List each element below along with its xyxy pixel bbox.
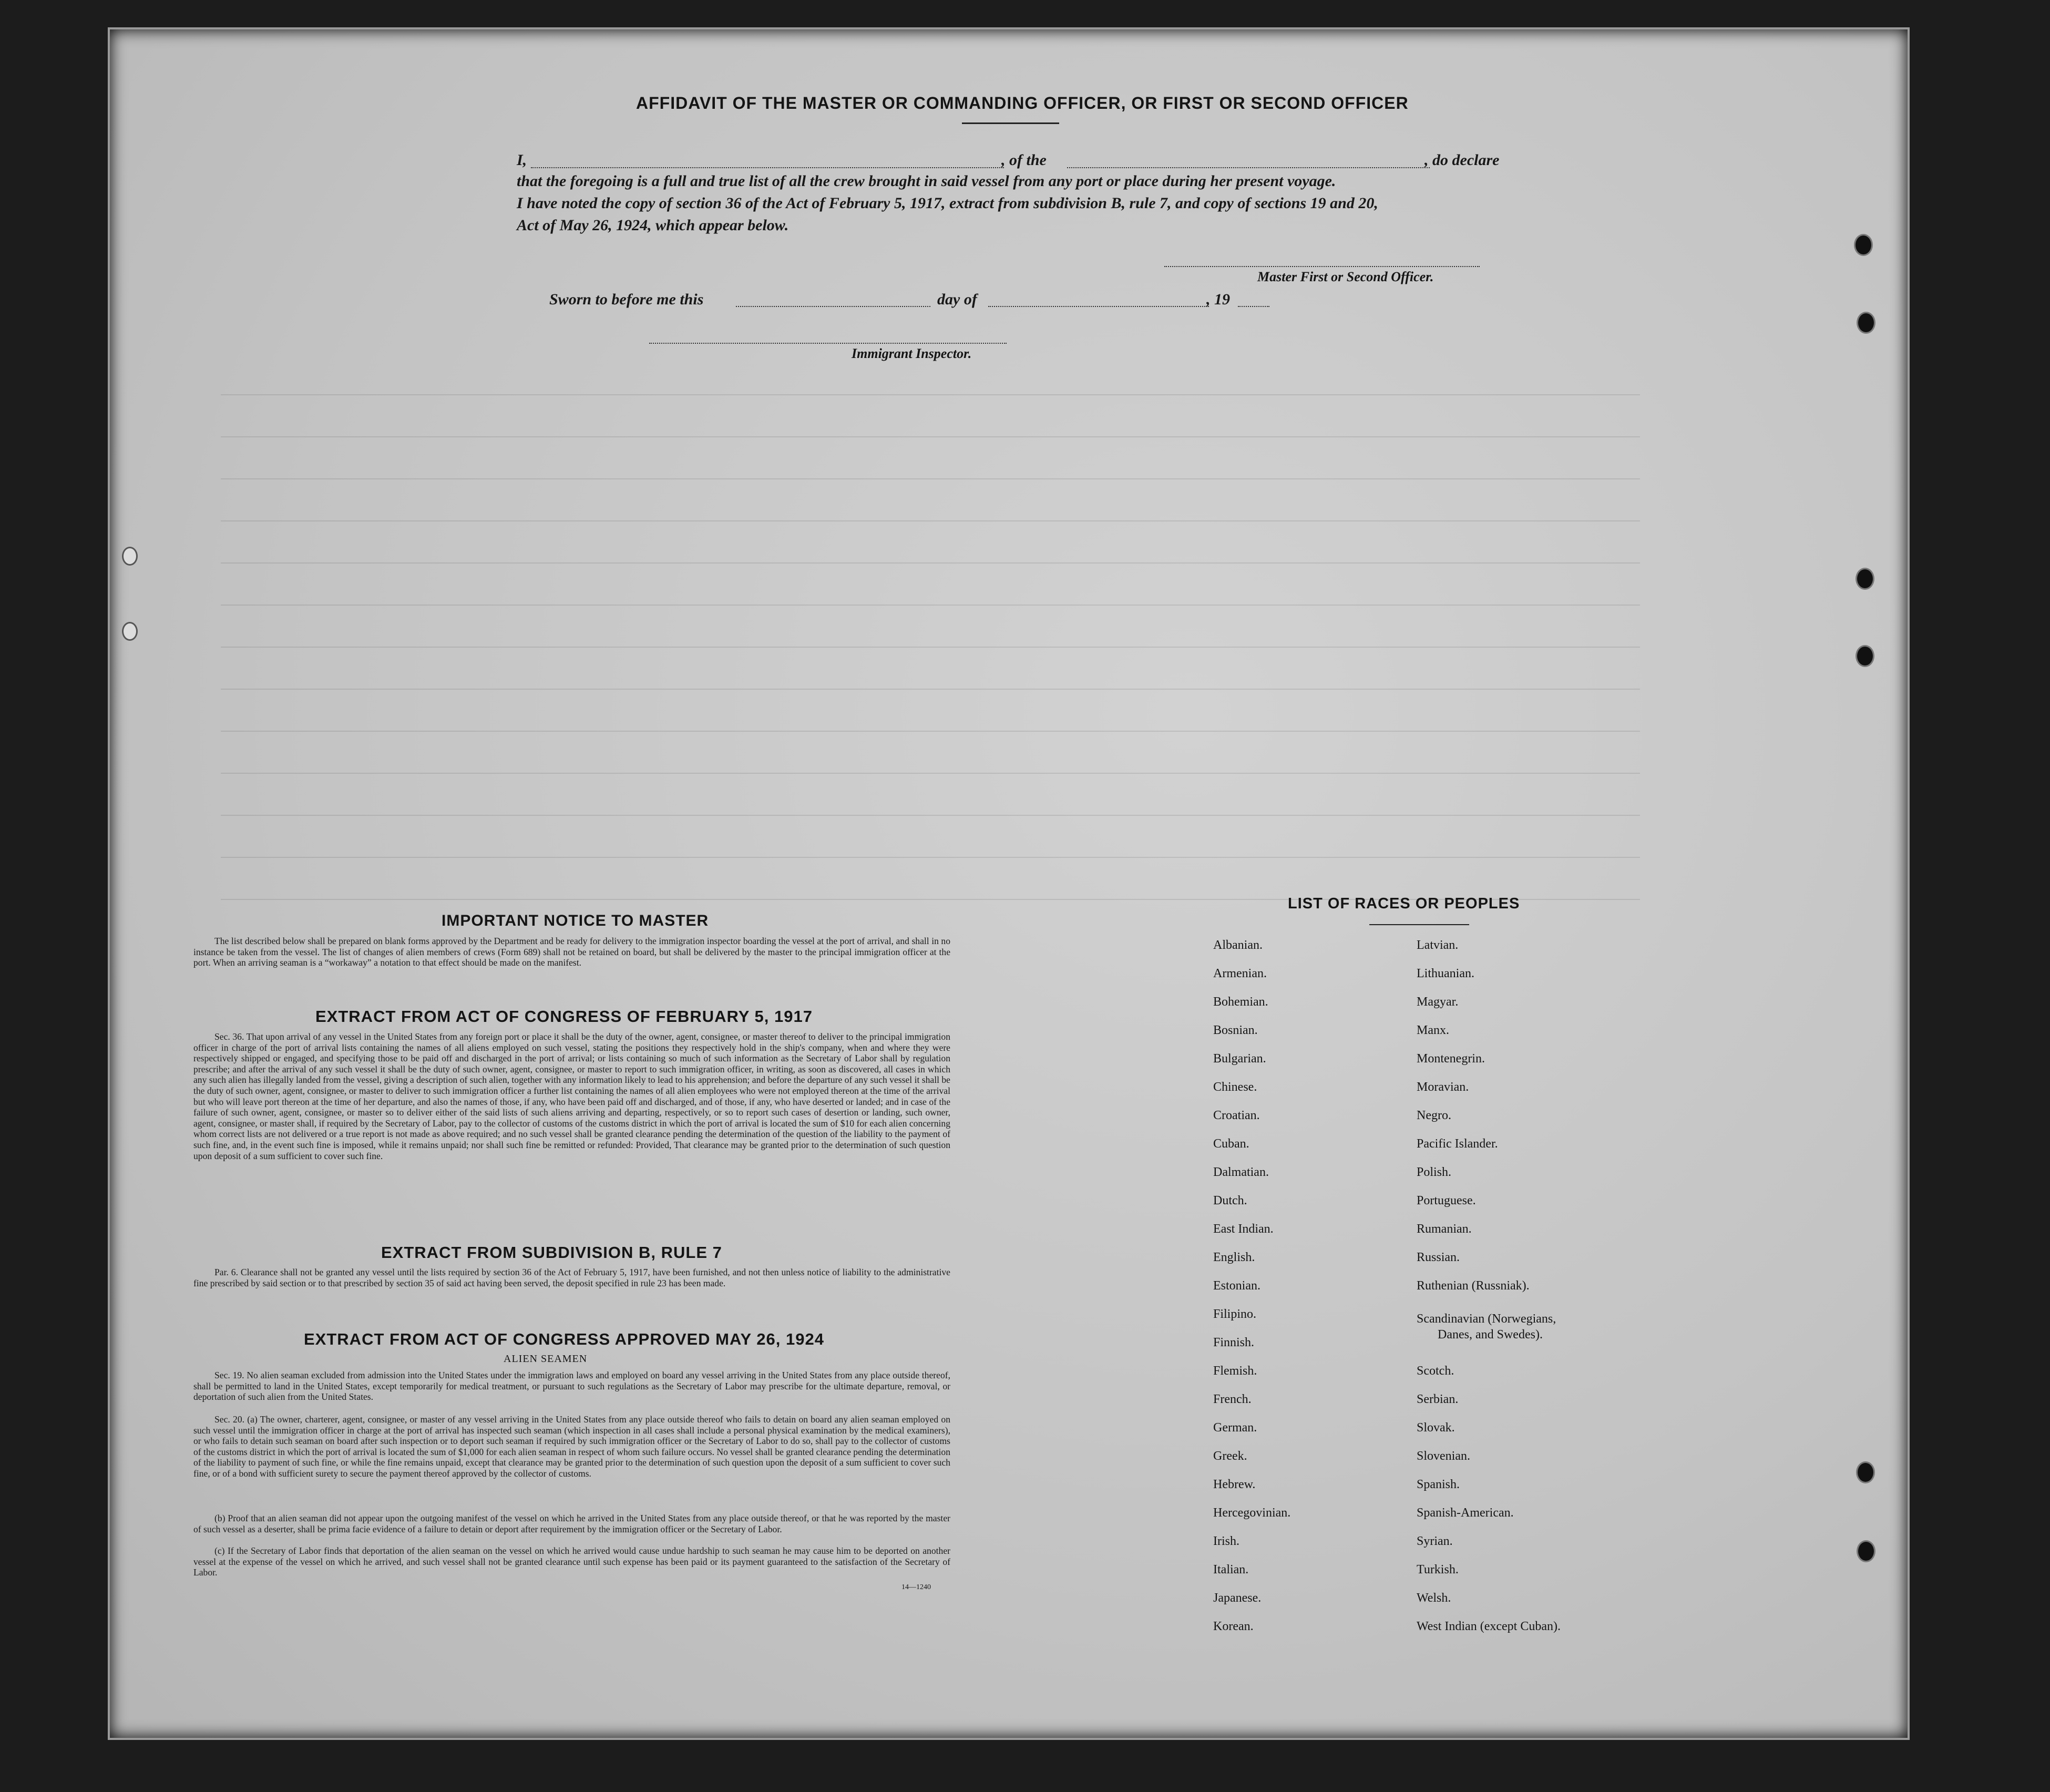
sec20a-body: Sec. 20. (a) The owner, charterer, agent, consignee, or master of any vessel arriving in the United States from any place outside thereof who fails to detain on board any alien seaman employed on such vessel until the immigration officer in charge at the port of arrival has inspected such seaman (which inspection in all cases shall include a personal physical examination by the medical examiners), or who fails to detain such seaman on board after such inspection or to deport such seaman if required by such immigration officer or the Secretary of Labor to do so, shall pay to the collector of customs of the customs district in which the port of arrival is located the sum of $1,000 for each alien seaman in respect of whom such failure occurs. No vessel shall be granted clearance pending the determination of the liability to payment of such fine, or while the fine remains unpaid, except that clearance may be granted prior to the determination of such question upon the deposit of a sum sufficient to cover such fine, or of a bond with sufficient surety to secure the payment thereof approved by the collector of customs.: [193, 1414, 950, 1479]
notice-title: IMPORTANT NOTICE TO MASTER: [442, 912, 709, 929]
vessel-name-field[interactable]: [1067, 167, 1430, 168]
races-title-underline: [1369, 924, 1469, 925]
sworn-label: Sworn to before me this: [549, 291, 704, 308]
sworn-year-field[interactable]: [1238, 306, 1269, 307]
race-item: Latvian.: [1417, 938, 1459, 952]
race-item: Armenian.: [1213, 967, 1267, 980]
bleed-through-row: [221, 494, 1640, 521]
race-item: Spanish-American.: [1417, 1506, 1514, 1520]
race-item: Polish.: [1417, 1165, 1452, 1179]
race-item: West Indian (except Cuban).: [1417, 1620, 1561, 1633]
subdivision-body: Par. 6. Clearance shall not be granted any vessel until the lists required by section 36 of the Act of February 5, 1917, have been furnished, and not then unless notice of liability to the administrative fine prescribed by said section or to that prescribed by section 35 of said act having been served, the deposit specified in rule 23 has been made.: [193, 1267, 950, 1288]
race-item: Portuguese.: [1417, 1194, 1476, 1207]
bleed-through-row: [221, 789, 1640, 816]
inspector-label: Immigrant Inspector.: [852, 346, 972, 361]
race-item: Estonian.: [1213, 1279, 1260, 1293]
race-item: German.: [1213, 1421, 1257, 1435]
extract-1917-title: EXTRACT FROM ACT OF CONGRESS OF FEBRUARY 5, 1917: [315, 1007, 813, 1026]
bleed-through-row: [221, 746, 1640, 774]
race-item: Negro.: [1417, 1109, 1451, 1122]
race-item: Bulgarian.: [1213, 1052, 1266, 1066]
races-title: LIST OF RACES OR PEOPLES: [1288, 895, 1520, 912]
race-item: Filipino.: [1213, 1307, 1257, 1321]
race-item: Dalmatian.: [1213, 1165, 1269, 1179]
inspector-signature-field[interactable]: [649, 343, 1007, 344]
master-signature-field[interactable]: [1164, 266, 1480, 267]
race-item: Bosnian.: [1213, 1023, 1258, 1037]
sworn-month-field[interactable]: [988, 306, 1209, 307]
day-of-label: day of: [937, 291, 977, 308]
sec19-body: Sec. 19. No alien seaman excluded from admission into the United States under the immigration laws and employed on board any vessel arriving in the United States from any place outside thereof, shall be permitted to land in the United States, except temporarily for medical treatment, or pursuant to such regulations as the Secretary of Labor may prescribe for the ultimate departure, removal, or deportation of such alien from the United States.: [193, 1370, 950, 1402]
race-item: Italian.: [1213, 1563, 1249, 1576]
race-item: Slovak.: [1417, 1421, 1455, 1435]
race-item: Hebrew.: [1213, 1478, 1256, 1491]
affidavit-line-2: I have noted the copy of section 36 of the Act of February 5, 1917, extract from subdivision B, rule 7, and copy of sections 19 and 20,: [517, 194, 1378, 212]
race-item: Serbian.: [1417, 1392, 1459, 1406]
bleed-through-row: [221, 452, 1640, 479]
extract-1924-title: EXTRACT FROM ACT OF CONGRESS APPROVED MAY 26, 1924: [304, 1330, 824, 1348]
binder-hole: [1857, 1540, 1875, 1562]
race-item: Welsh.: [1417, 1591, 1451, 1605]
race-item: English.: [1213, 1251, 1255, 1264]
subdivision-title: EXTRACT FROM SUBDIVISION B, RULE 7: [381, 1243, 722, 1262]
race-item: Hercegovinian.: [1213, 1506, 1291, 1520]
bleed-through-row: [221, 368, 1640, 395]
race-item: Flemish.: [1213, 1364, 1257, 1378]
race-item: Cuban.: [1213, 1137, 1249, 1151]
race-item: Ruthenian (Russniak).: [1417, 1279, 1530, 1293]
notice-body: The list described below shall be prepared on blank forms approved by the Department and be ready for delivery to the immigration inspector boarding the vessel at the port of arrival, and shall in no instance be taken from the vessel. The list of changes of alien members of crews (Form 689) shall not be retained on board, but shall be delivered by the master to the principal immigration officer at the port. When an arriving seaman is a “workaway” a notation to that effect should be made on the manifest.: [193, 936, 950, 968]
race-item: Irish.: [1213, 1534, 1239, 1548]
race-item: Finnish.: [1213, 1336, 1255, 1349]
affiant-name-field[interactable]: [531, 167, 1004, 168]
sec20b-body: (b) Proof that an alien seaman did not appear upon the outgoing manifest of the vessel on which he arrived in the United States from any place outside thereof, or that he was reported by the master of such vessel as a deserter, shall be prima facie evidence of a failure to detain or deport after requirement by the immigration officer or the Secretary of Labor.: [193, 1513, 950, 1534]
race-item: Moravian.: [1417, 1080, 1469, 1094]
race-item: Dutch.: [1213, 1194, 1247, 1207]
race-item: Magyar.: [1417, 995, 1459, 1009]
master-signature-label: Master First or Second Officer.: [1257, 269, 1434, 284]
race-item: Albanian.: [1213, 938, 1263, 952]
race-item: French.: [1213, 1392, 1252, 1406]
binder-hole: [1854, 234, 1873, 256]
title-underline: [962, 122, 1059, 124]
sec20c-body: (c) If the Secretary of Labor finds that deportation of the alien seaman on the vessel on which he arrived would cause undue hardship to such seaman he may cause him to be deported on another vessel at the expense of the vessel on which he arrived, and such vessel shall not be granted clearance until such expense has been paid or its payment guaranteed to the satisfaction of the Secretary of Labor.: [193, 1545, 950, 1578]
race-item: Danes, and Swedes).: [1438, 1328, 1543, 1342]
year-label: , 19: [1206, 291, 1230, 308]
bleed-through-row: [221, 410, 1640, 437]
form-number: 14—1240: [901, 1583, 931, 1591]
affidavit-line-1: that the foregoing is a full and true list of all the crew brought in said vessel from any port or place during her present voyage.: [517, 172, 1336, 190]
race-item: Croatian.: [1213, 1109, 1260, 1122]
binder-hole: [1856, 645, 1874, 667]
bleed-through-row: [221, 662, 1640, 690]
race-item: Pacific Islander.: [1417, 1137, 1498, 1151]
bleed-through-row: [221, 831, 1640, 858]
race-item: East Indian.: [1213, 1222, 1274, 1236]
race-item: Lithuanian.: [1417, 967, 1474, 980]
bleed-through-row: [221, 620, 1640, 648]
affidavit-line-3: Act of May 26, 1924, which appear below.: [517, 217, 789, 234]
race-item: Russian.: [1417, 1251, 1460, 1264]
race-item: Scandinavian (Norwegians,: [1417, 1312, 1556, 1326]
binder-hole-left: [122, 547, 138, 566]
binder-hole: [1856, 568, 1874, 590]
race-item: Chinese.: [1213, 1080, 1257, 1094]
race-item: Manx.: [1417, 1023, 1449, 1037]
race-item: Korean.: [1213, 1620, 1254, 1633]
affidavit-of-the-label: , of the: [1001, 151, 1047, 169]
race-item: Scotch.: [1417, 1364, 1454, 1378]
sworn-day-field[interactable]: [736, 306, 930, 307]
extract-1917-body: Sec. 36. That upon arrival of any vessel in the United States from any foreign port or place it shall be the duty of the owner, agent, consignee, or master thereof to deliver to the principal immigration officer in charge of the port of arrival lists containing the names of all aliens employed on such vessel, stating the positions they respectively hold in the ship's company, when and where they were respectively shipped or engaged, and specifying those to be paid off and discharged in the port of arrival; or lists containing so much of such information as the Secretary of Labor shall by regulation prescribe; and after the arrival of any such vessel it shall be the duty of such owner, agent, consignee, or master to report to such immigration officer, in writing, as soon as discovered, all cases in which any such alien has illegally landed from the vessel, giving a description of such alien, together with any information likely to lead to his apprehension; and before the departure of any such vessel it shall be the duty of such owner, agent, consignee, or master to deliver to such immigration officer a further list containing the names of all alien employees who were not employed thereon at the time of the arrival but who will leave port thereon at the time of her departure, and also the names of those, if any, who have been paid off and discharged, and of those, if any, who have deserted or landed; and in case of the failure of such owner, agent, consignee, or master so to deliver either of the said lists of such aliens arriving and departing, respectively, or so to report such cases of desertion or landing, such owner, agent, consignee, or master shall, if required by the Secretary of Labor, pay to the collector of customs of the customs district in which the port of arrival is located the sum of $10 for each alien concerning whom correct lists are not delivered or a true report is not made as above required; and no such vessel shall be granted clearance pending the determination of the question of the liability to the payment of such fine, and, in the event such fine is imposed, while it remains unpaid; nor shall such fine be remitted or refunded: Provided, That clearance may be granted prior to the determination of such question upon deposit of a sum sufficient to cover such fine.: [193, 1031, 950, 1161]
race-item: Greek.: [1213, 1449, 1247, 1463]
race-item: Rumanian.: [1417, 1222, 1472, 1236]
race-item: Bohemian.: [1213, 995, 1268, 1009]
binder-hole: [1857, 312, 1875, 334]
affidavit-i-label: I,: [517, 151, 527, 169]
affidavit-title: AFFIDAVIT OF THE MASTER OR COMMANDING OFFICER, OR FIRST OR SECOND OFFICER: [636, 94, 1409, 112]
race-item: Spanish.: [1417, 1478, 1460, 1491]
bleed-through-row: [221, 578, 1640, 606]
race-item: Montenegrin.: [1417, 1052, 1485, 1066]
race-item: Syrian.: [1417, 1534, 1453, 1548]
alien-seamen-subtitle: ALIEN SEAMEN: [504, 1353, 588, 1365]
race-item: Slovenian.: [1417, 1449, 1470, 1463]
binder-hole-left: [122, 622, 138, 641]
race-item: Turkish.: [1417, 1563, 1459, 1576]
race-item: Japanese.: [1213, 1591, 1262, 1605]
bleed-through-row: [221, 704, 1640, 732]
bleed-through-row: [221, 536, 1640, 564]
affidavit-do-declare: , do declare: [1424, 151, 1500, 169]
binder-hole: [1856, 1461, 1875, 1483]
